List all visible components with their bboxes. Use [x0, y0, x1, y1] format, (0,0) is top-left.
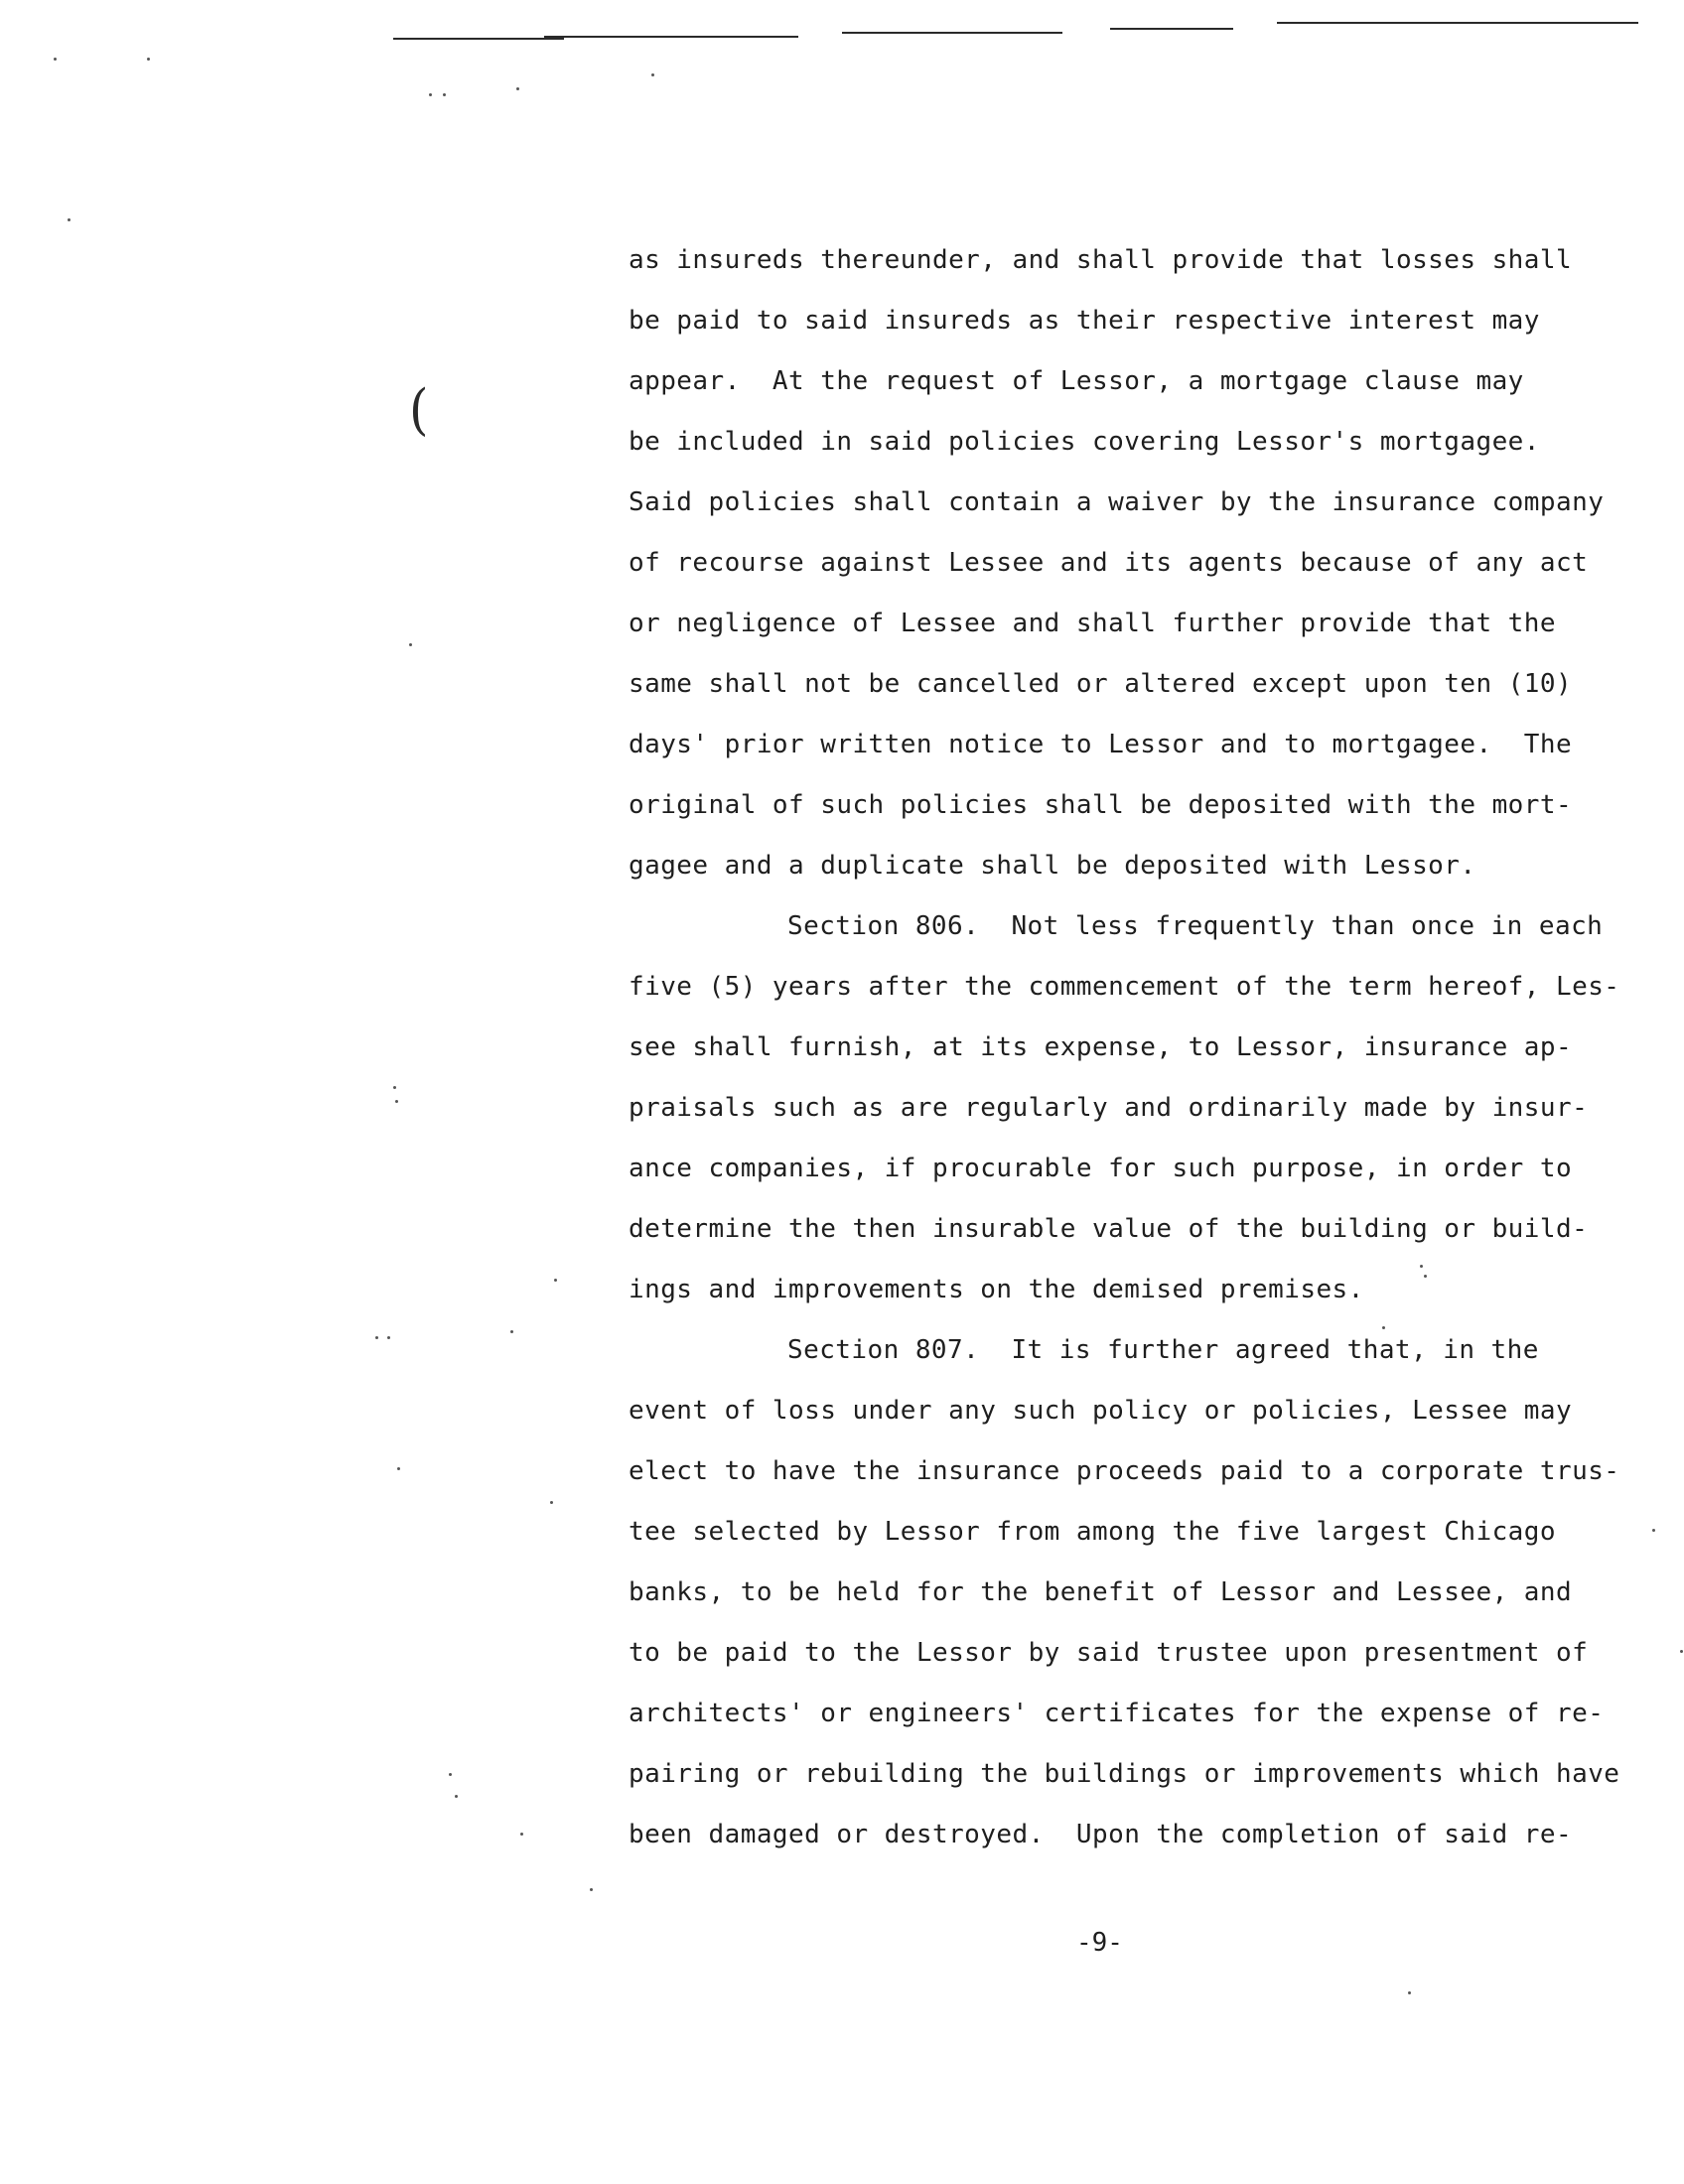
scan-speck [397, 1467, 400, 1470]
scan-speck [1408, 1991, 1411, 1994]
text-line: banks, to be held for the benefit of Lessor and Lessee, and [629, 1577, 1573, 1607]
page-number: -9- [1076, 1928, 1123, 1958]
scan-speck [387, 1336, 390, 1339]
scan-speck [395, 1100, 398, 1103]
section-807-heading-line: Section 807. It is further agreed that, in the [787, 1335, 1539, 1365]
scan-speck [147, 58, 150, 61]
scan-speck [1382, 1326, 1385, 1329]
scan-speck [375, 1336, 378, 1339]
text-line: see shall furnish, at its expense, to Lessor, insurance ap- [629, 1032, 1573, 1062]
margin-bracket-mark: ( [409, 378, 429, 442]
text-line: as insureds thereunder, and shall provide that losses shall [629, 245, 1573, 275]
text-line: been damaged or destroyed. Upon the completion of said re- [629, 1820, 1573, 1849]
scan-speck [393, 1086, 396, 1089]
scan-speck [409, 643, 412, 646]
scan-speck [651, 73, 654, 76]
scan-speck [510, 1330, 513, 1333]
scan-speck [455, 1795, 458, 1798]
text-line: original of such policies shall be deposited with the mort- [629, 790, 1573, 820]
text-line: of recourse against Lessee and its agents because of any act [629, 548, 1589, 578]
text-line: pairing or rebuilding the buildings or improvements which have [629, 1759, 1620, 1789]
text-line: ings and improvements on the demised premises. [629, 1275, 1364, 1304]
top-rule [544, 36, 798, 38]
text-line: be paid to said insureds as their respective interest may [629, 306, 1540, 336]
scan-speck [429, 93, 432, 96]
text-line: architects' or engineers' certificates for the expense of re- [629, 1699, 1605, 1728]
text-line: event of loss under any such policy or policies, Lessee may [629, 1396, 1573, 1426]
text-line: or negligence of Lessee and shall further provide that the [629, 609, 1556, 638]
scan-speck [554, 1279, 557, 1282]
text-line: appear. At the request of Lessor, a mortgage clause may [629, 366, 1524, 396]
text-line: be included in said policies covering Lessor's mortgagee. [629, 427, 1540, 457]
top-rule [1277, 22, 1638, 24]
text-line: determine the then insurable value of the building or build- [629, 1214, 1589, 1244]
scan-speck [590, 1888, 593, 1891]
top-rule [842, 32, 1062, 34]
scan-speck [68, 218, 70, 221]
top-rule [1110, 28, 1233, 30]
text-line: Said policies shall contain a waiver by the insurance company [629, 487, 1605, 517]
text-line: ance companies, if procurable for such purpose, in order to [629, 1154, 1573, 1183]
scan-speck [449, 1773, 452, 1776]
text-line: same shall not be cancelled or altered except upon ten (10) [629, 669, 1573, 699]
scan-speck [1680, 1650, 1683, 1653]
text-line: five (5) years after the commencement of the term hereof, Les- [629, 972, 1620, 1002]
scan-speck [520, 1833, 523, 1836]
scan-speck [516, 87, 519, 90]
text-line: days' prior written notice to Lessor and to mortgagee. The [629, 730, 1573, 759]
scan-speck [1424, 1275, 1427, 1278]
scan-speck [550, 1501, 553, 1504]
text-line: elect to have the insurance proceeds paid to a corporate trus- [629, 1456, 1620, 1486]
text-line: praisals such as are regularly and ordinarily made by insur- [629, 1093, 1589, 1123]
scan-speck [54, 58, 57, 61]
text-line: to be paid to the Lessor by said trustee upon presentment of [629, 1638, 1589, 1668]
scan-speck [1420, 1265, 1423, 1268]
section-806-heading-line: Section 806. Not less frequently than once in each [787, 911, 1604, 941]
scan-speck [443, 93, 446, 96]
top-rule [393, 38, 564, 40]
text-line: tee selected by Lessor from among the five largest Chicago [629, 1517, 1556, 1547]
text-line: gagee and a duplicate shall be deposited with Lessor. [629, 851, 1476, 881]
scan-speck [1652, 1529, 1655, 1532]
